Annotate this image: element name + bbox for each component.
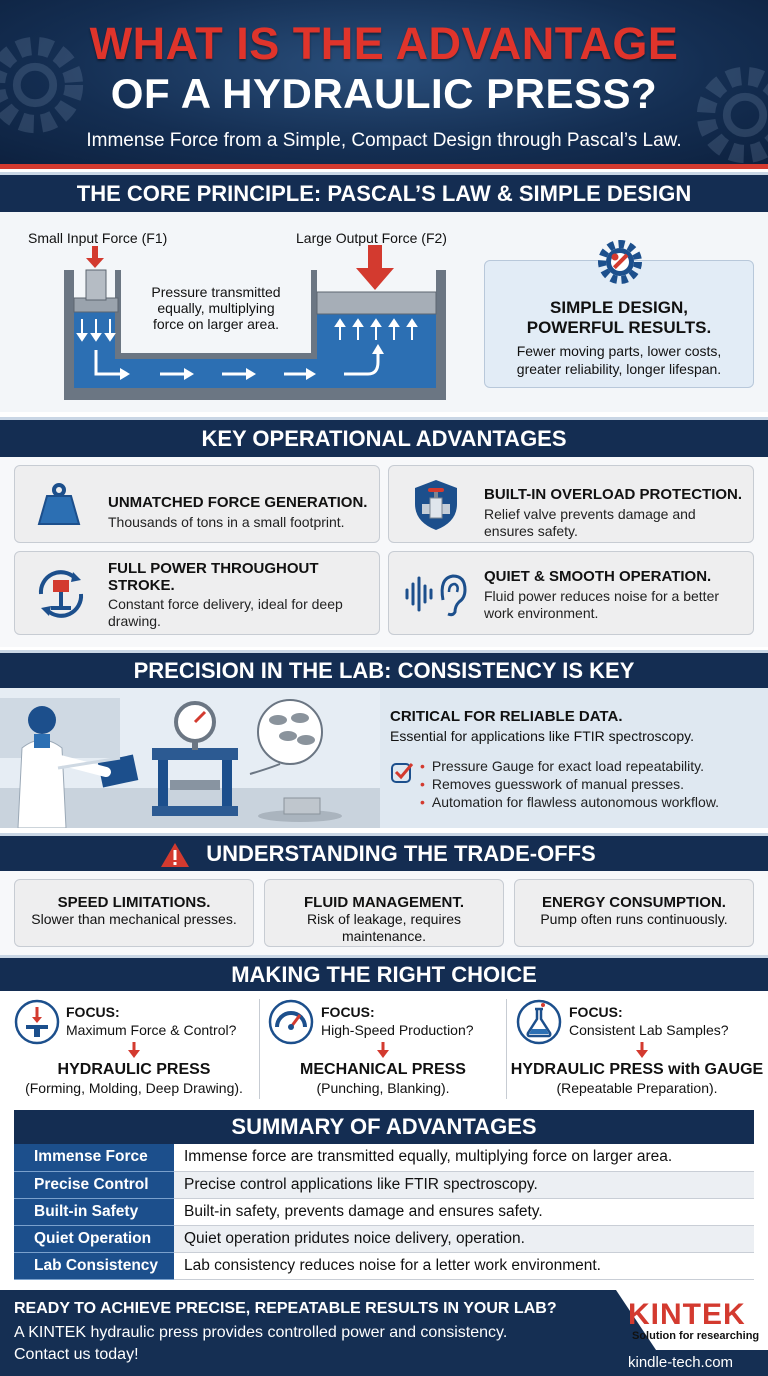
- lab-heading-text: PRECISION IN THE LAB: CONSISTENCY IS KEY: [133, 658, 635, 683]
- page-subtitle: Immense Force from a Simple, Compact Design through Pascal’s Law.: [86, 130, 682, 151]
- advantage-text-line: work environment.: [484, 605, 599, 621]
- warning-icon: [160, 842, 190, 868]
- focus-question: High-Speed Production?: [321, 1022, 474, 1038]
- lab-panel: [0, 688, 768, 828]
- input-force-label: Small Input Force (F1): [28, 230, 168, 246]
- down-arrow-icon: [128, 1042, 140, 1058]
- section-heading-tradeoffs: [0, 833, 768, 871]
- summary-value: Precise control applications like FTIR spectroscopy.: [174, 1171, 754, 1198]
- summary-key: Built-in Safety: [14, 1198, 174, 1225]
- advantage-text: [484, 588, 719, 622]
- choice-result: HYDRAULIC PRESS with GAUGE: [510, 1061, 764, 1078]
- tradeoff-card-fluid: [264, 879, 504, 947]
- website-link[interactable]: kindle-tech.com: [628, 1354, 734, 1371]
- down-arrow-icon: [636, 1042, 648, 1058]
- tradeoff-title: SPEED LIMITATIONS.: [57, 894, 211, 911]
- summary-value: Lab consistency reduces noise for a letter work environment.: [174, 1252, 754, 1279]
- choice-panel: [0, 991, 768, 1106]
- lab-bullet: • Removes guesswork of manual presses.: [420, 775, 719, 793]
- tradeoff-text: Risk of leakage, requires: [306, 911, 462, 927]
- tradeoff-text: Slower than mechanical presses.: [31, 911, 237, 927]
- kintek-logo[interactable]: KINTEK: [628, 1298, 746, 1331]
- advantage-card-stroke: [14, 551, 380, 635]
- advantage-text-line: Relief valve prevents damage and: [484, 506, 696, 522]
- tradeoff-text: Pump often runs continuously.: [540, 911, 728, 927]
- tradeoffs-panel: [0, 871, 768, 955]
- lab-bullet: • Pressure Gauge for exact load repeatability.: [420, 757, 719, 775]
- summary-heading: [14, 1110, 754, 1144]
- summary-value: Quiet operation pridutes noice delivery, operation.: [174, 1225, 754, 1252]
- tradeoff-card-energy: [514, 879, 754, 947]
- choice-detail: (Punching, Blanking).: [316, 1080, 450, 1096]
- advantage-title: QUIET & SMOOTH OPERATION.: [484, 568, 712, 585]
- footer-cta: [0, 1290, 768, 1376]
- choice-result: MECHANICAL PRESS: [300, 1061, 466, 1078]
- advantage-text: [108, 596, 343, 630]
- lab-text: Essential for applications like FTIR spectroscopy.: [390, 728, 694, 744]
- advantages-panel: [0, 457, 768, 647]
- lab-bullet: • Automation for flawless autonomous workflow.: [420, 793, 719, 811]
- simple-design-text-line: greater reliability, longer lifespan.: [516, 361, 722, 377]
- footer-line: Contact us today!: [14, 1346, 139, 1363]
- pressure-note-line: force on larger area.: [152, 316, 280, 332]
- simple-design-title-line: SIMPLE DESIGN,: [550, 298, 688, 317]
- advantage-title: UNMATCHED FORCE GENERATION.: [108, 494, 368, 511]
- tradeoffs-heading-text: UNDERSTANDING THE TRADE-OFFS: [206, 841, 596, 866]
- choice-detail: (Repeatable Preparation).: [556, 1080, 718, 1096]
- simple-design-text-line: Fewer moving parts, lower costs,: [516, 343, 722, 359]
- simple-design-text: [484, 342, 754, 378]
- core-panel: [0, 212, 768, 412]
- advantage-card-overload: [388, 465, 754, 543]
- advantage-title-line: FULL POWER THROUGHOUT: [108, 560, 319, 577]
- section-heading-choice: [0, 955, 768, 991]
- table-row: [14, 1198, 754, 1225]
- tradeoff-text: maintenance.: [341, 928, 427, 944]
- focus-question: Maximum Force & Control?: [66, 1022, 237, 1038]
- lab-illustration: [0, 688, 380, 828]
- summary-key: Immense Force: [14, 1144, 174, 1171]
- advantage-text: [484, 506, 696, 540]
- down-arrow-icon: [377, 1042, 389, 1058]
- speed-gauge-icon: [268, 999, 314, 1045]
- divider: [0, 164, 768, 169]
- footer-cta-title: READY TO ACHIEVE PRECISE, REPEATABLE RESULTS IN YOUR LAB?: [14, 1300, 557, 1317]
- pressure-note-line: equally, multiplying: [157, 300, 275, 316]
- table-row: [14, 1252, 754, 1279]
- advantage-card-quiet: [388, 551, 754, 635]
- core-heading-text: THE CORE PRINCIPLE: PASCAL’S LAW & SIMPLE DESIGN: [76, 181, 692, 206]
- table-row: [14, 1171, 754, 1198]
- tradeoff-title: ENERGY CONSUMPTION.: [542, 894, 726, 911]
- advantage-text-line: Fluid power reduces noise for a better: [484, 588, 720, 604]
- summary-key: Quiet Operation: [14, 1225, 174, 1252]
- page-title-line1: WHAT IS THE ADVANTAGE: [89, 18, 679, 69]
- piston-cycle-icon: [31, 564, 91, 624]
- checkmark-icon: [390, 760, 414, 784]
- focus-label: FOCUS:: [66, 1004, 120, 1020]
- kintek-tagline: Solution for researching: [632, 1330, 760, 1342]
- summary-table: [14, 1144, 754, 1280]
- footer-line: A KINTEK hydraulic press provides controlled power and consistency.: [14, 1324, 508, 1341]
- choice-heading-text: MAKING THE RIGHT CHOICE: [231, 962, 537, 987]
- summary-value: Immense force are transmitted equally, multiplying force on larger area.: [174, 1144, 754, 1171]
- choice-result: HYDRAULIC PRESS: [57, 1061, 211, 1078]
- advantage-text-line: ensures safety.: [484, 523, 578, 539]
- advantage-text: Thousands of tons in a small footprint.: [108, 514, 345, 530]
- gear-wrench-icon: [592, 234, 648, 290]
- advantage-title: [108, 560, 319, 594]
- pressure-note: [126, 284, 306, 332]
- ear-sound-icon: [403, 570, 469, 618]
- shield-valve-icon: [411, 478, 461, 532]
- pressure-note-line: Pressure transmitted: [151, 284, 281, 300]
- summary-key: Lab Consistency: [14, 1252, 174, 1279]
- tradeoff-card-speed: [14, 879, 254, 947]
- advantage-text-line: Constant force delivery, ideal for deep: [108, 596, 343, 612]
- lab-title: CRITICAL FOR RELIABLE DATA.: [390, 708, 623, 725]
- output-force-label: Large Output Force (F2): [296, 230, 447, 246]
- tradeoff-title: FLUID MANAGEMENT.: [304, 894, 464, 911]
- choice-detail: (Forming, Molding, Deep Drawing).: [25, 1080, 243, 1096]
- section-heading-lab: [0, 650, 768, 688]
- advantage-card-force: [14, 465, 380, 543]
- summary-value: Built-in safety, prevents damage and ensures safety.: [174, 1198, 754, 1225]
- flask-icon: [516, 999, 562, 1045]
- advantage-text-line: drawing.: [108, 613, 161, 629]
- advantage-title: BUILT-IN OVERLOAD PROTECTION.: [484, 486, 743, 503]
- weight-icon: [35, 480, 83, 528]
- simple-design-title-line: POWERFUL RESULTS.: [526, 318, 712, 337]
- section-heading-advantages: [0, 417, 768, 457]
- section-heading-core: [0, 172, 768, 212]
- focus-label: FOCUS:: [569, 1004, 623, 1020]
- page-title-line2: OF A HYDRAULIC PRESS?: [110, 70, 658, 117]
- summary-heading-text: SUMMARY OF ADVANTAGES: [231, 1114, 537, 1139]
- advantage-title-line: STROKE.: [108, 577, 175, 594]
- focus-question: Consistent Lab Samples?: [569, 1022, 729, 1038]
- table-row: [14, 1144, 754, 1171]
- lab-bullet-list: [420, 757, 719, 811]
- summary-key: Precise Control: [14, 1171, 174, 1198]
- simple-design-title: [484, 298, 754, 338]
- focus-label: FOCUS:: [321, 1004, 375, 1020]
- table-row: [14, 1225, 754, 1252]
- force-control-icon: [14, 999, 60, 1045]
- header-banner: [0, 0, 768, 165]
- advantages-heading-text: KEY OPERATIONAL ADVANTAGES: [201, 426, 567, 451]
